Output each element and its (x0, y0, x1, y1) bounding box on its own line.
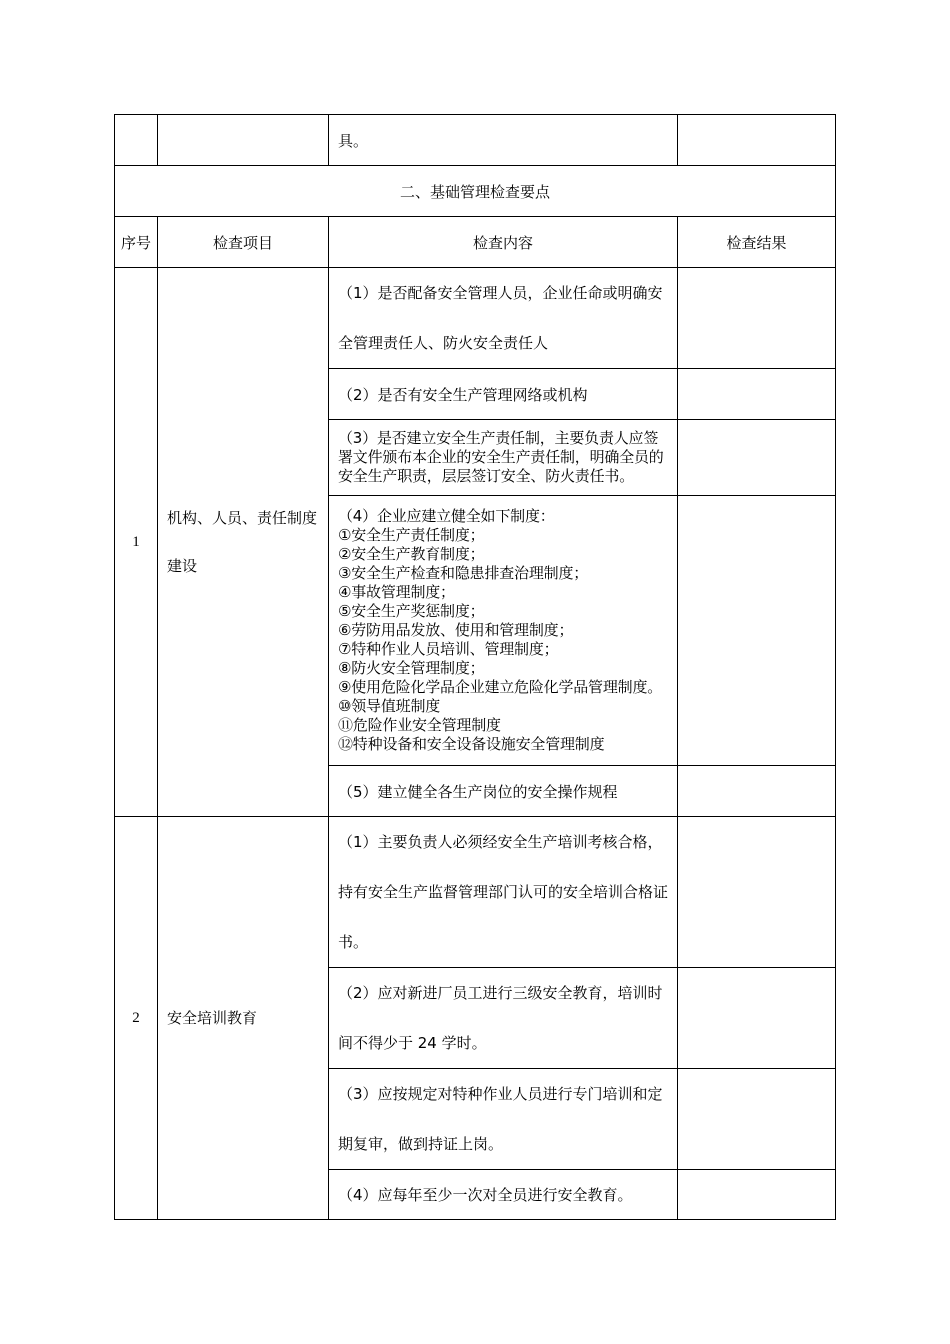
list-item: ⑤安全生产奖惩制度； (338, 602, 485, 620)
check-content: （4）应每年至少一次对全员进行安全教育。 (329, 1170, 678, 1220)
list-intro: （4）企业应建立健全如下制度： (338, 507, 555, 525)
item-cell (158, 115, 329, 166)
list-item: ⑦特种作业人员培训、管理制度； (338, 640, 559, 658)
header-row (115, 217, 836, 268)
list-item: ⑥劳防用品发放、使用和管理制度； (338, 621, 574, 639)
check-content: （1）主要负责人必须经安全生产培训考核合格，持有安全生产监督管理部门认可的安全培训合格证书。 (329, 817, 678, 968)
header-index: 序号 (115, 217, 158, 268)
list-item: ⑫特种设备和安全设备设施安全管理制度 (338, 735, 605, 753)
table-row (115, 115, 836, 166)
group-item: 安全培训教育 (158, 817, 329, 1220)
header-result: 检查结果 (678, 217, 836, 268)
content-cell: 具。 (329, 115, 678, 166)
check-content: （1）是否配备安全管理人员，企业任命或明确安全管理责任人、防火安全责任人 (329, 268, 678, 369)
list-item: ⑧防火安全管理制度； (338, 659, 485, 677)
list-item: ④事故管理制度； (338, 583, 455, 601)
group-item: 机构、人员、责任制度建设 (158, 268, 329, 817)
list-item: ⑨使用危险化学品企业建立危险化学品管理制度。 (338, 678, 663, 696)
check-content: （2）是否有安全生产管理网络或机构 (329, 369, 678, 420)
check-content: （3）应按规定对特种作业人员进行专门培训和定期复审，做到持证上岗。 (329, 1069, 678, 1170)
section-title: 二、基础管理检查要点 (115, 166, 836, 217)
check-result (678, 766, 836, 817)
table-row (115, 268, 836, 369)
header-content: 检查内容 (329, 217, 678, 268)
check-result (678, 369, 836, 420)
group-index: 1 (115, 268, 158, 817)
check-content-list (329, 496, 678, 766)
list-item: ②安全生产教育制度； (338, 545, 485, 563)
inspection-table (114, 114, 836, 1220)
list-item: ①安全生产责任制度； (338, 526, 485, 544)
group-index: 2 (115, 817, 158, 1220)
check-result (678, 968, 836, 1069)
check-result (678, 420, 836, 496)
check-result (678, 1069, 836, 1170)
table-row (115, 817, 836, 968)
result-cell (678, 115, 836, 166)
index-cell (115, 115, 158, 166)
header-item: 检查项目 (158, 217, 329, 268)
list-item: ⑩领导值班制度 (338, 697, 441, 715)
check-result (678, 817, 836, 968)
section-title-row (115, 166, 836, 217)
check-content: （2）应对新进厂员工进行三级安全教育，培训时间不得少于 24 学时。 (329, 968, 678, 1069)
check-result (678, 268, 836, 369)
list-item: ③安全生产检查和隐患排查治理制度； (338, 564, 589, 582)
check-content: （3）是否建立安全生产责任制，主要负责人应签署文件颁布本企业的安全生产责任制，明确全员的安全生产职责，层层签订安全、防火责任书。 (329, 420, 678, 496)
check-content: （5）建立健全各生产岗位的安全操作规程 (329, 766, 678, 817)
list-item: ⑪危险作业安全管理制度 (338, 716, 501, 734)
check-result (678, 1170, 836, 1220)
check-result (678, 496, 836, 766)
